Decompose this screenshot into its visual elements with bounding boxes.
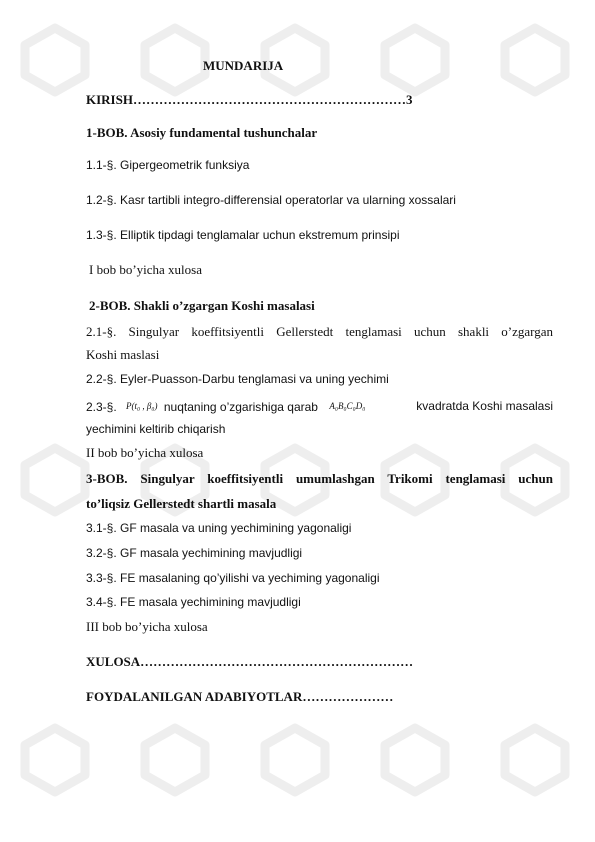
toc-bob3-item-3[interactable]: 3.3-§. FE masalaning qo’yilishi va yechiming yagonaligi <box>86 571 380 585</box>
item-3-number: 2.3-§. <box>86 400 117 414</box>
toc-bob3-item-1[interactable]: 3.1-§. GF masala va uning yechimining yagonaligi <box>86 521 352 535</box>
toc-kirish[interactable]: KIRISH………………………………………………………3 <box>86 92 413 107</box>
toc-bob1-item-3[interactable]: 1.3-§. Elliptik tipdagi tenglamalar uchun ekstremum prinsipi <box>86 228 400 242</box>
toc-bob2-item-3-cont[interactable]: yechimini keltirib chiqarish <box>86 422 226 436</box>
item-3-suffix: kvadratda Koshi masalasi <box>416 399 553 413</box>
toc-bob1-item-1[interactable]: 1.1-§. Gipergeometrik funksiya <box>86 158 250 172</box>
toc-bob3-item-2[interactable]: 3.2-§. GF masala yechimining mavjudligi <box>86 546 303 560</box>
toc-bob2-item-1-cont[interactable]: Koshi maslasi <box>86 347 160 362</box>
toc-bob3-summary[interactable]: III bob bo’yicha xulosa <box>86 619 208 634</box>
toc-bob3-title[interactable]: 3-BOB. Singulyar koeffitsiyentli umumlashgan Trikomi tenglamasi uchun <box>86 471 553 486</box>
formula-point-p: P(t₀ , β₀) <box>126 401 158 411</box>
toc-bob3-item-4[interactable]: 3.4-§. FE masala yechimining mavjudligi <box>86 595 301 609</box>
toc-bob2-item-3[interactable] <box>86 398 553 415</box>
toc-bob2-title[interactable]: 2-BOB. Shakli o’zgargan Koshi masalasi <box>89 298 315 313</box>
toc-adabiyotlar[interactable]: FOYDALANILGAN ADABIYOTLAR………………… <box>86 689 394 704</box>
toc-title: MUNDARIJA <box>203 58 284 73</box>
toc-bob2-item-1[interactable]: 2.1-§. Singulyar koeffitsiyentli Gellerstedt tenglamasi uchun shakli o’zgargan <box>86 324 553 339</box>
toc-bob1-summary[interactable]: I bob bo’yicha xulosa <box>89 262 203 277</box>
toc-xulosa[interactable]: XULOSA……………………………………………………… <box>86 654 414 669</box>
formula-square-abcd: A₀B₀C₀D₀ <box>329 401 366 411</box>
toc-bob2-summary[interactable]: II bob bo’yicha xulosa <box>86 445 204 460</box>
item-3-middle: nuqtaning o’zgarishiga qarab <box>163 400 318 414</box>
toc-bob2-item-2[interactable]: 2.2-§. Eyler-Puasson-Darbu tenglamasi va uning yechimi <box>86 372 389 386</box>
toc-bob1-item-2[interactable]: 1.2-§. Kasr tartibli integro-differensial operatorlar va ularning xossalari <box>86 193 456 207</box>
toc-bob1-title[interactable]: 1-BOB. Asosiy fundamental tushunchalar <box>86 125 318 140</box>
toc-bob3-title-cont[interactable]: to’liqsiz Gellerstedt shartli masala <box>86 496 277 511</box>
